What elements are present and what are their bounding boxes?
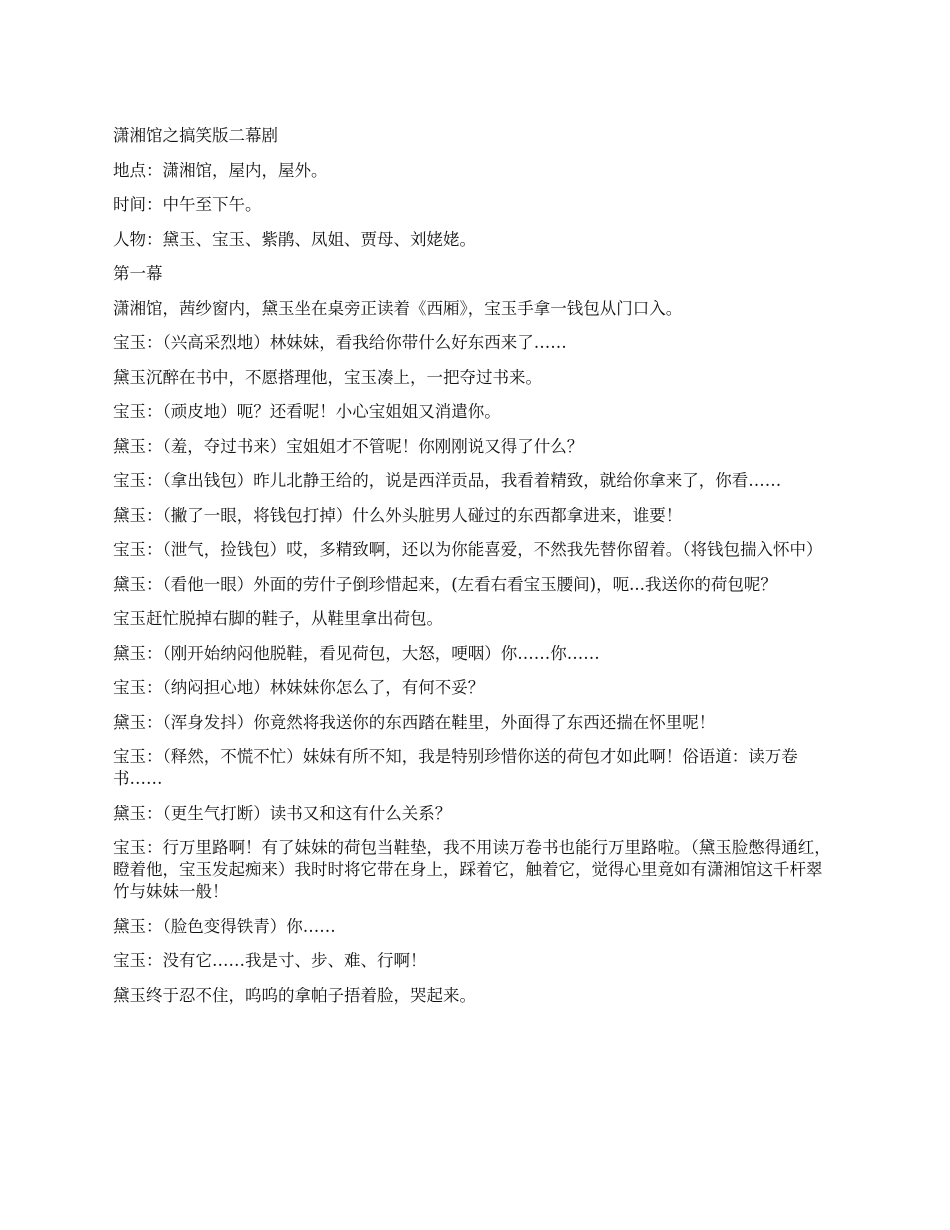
paragraph: 黛玉沉醉在书中，不愿搭理他，宝玉凑上，一把夺过书来。: [113, 367, 542, 387]
paragraph-characters: 人物：黛玉、宝玉、紫鹃、凤姐、贾母、刘姥姥。: [113, 229, 476, 249]
document-body: [113, 125, 838, 1019]
paragraph: 黛玉：（脸色变得铁青）你……: [113, 916, 336, 936]
paragraph: 宝玉：（泄气，捡钱包）哎，多精致啊，还以为你能喜爱，不然我先替你留着。（将钱包揣入怀中）: [113, 540, 823, 559]
paragraph: 宝玉：（纳闷担心地）林妹妹你怎么了，有何不妥？: [113, 678, 485, 697]
paragraph: 宝玉：（顽皮地）呃？还看呢！小心宝姐姐又消遣你。: [113, 402, 501, 421]
paragraph: 黛玉：（浑身发抖）你竟然将我送你的东西踏在鞋里，外面得了东西还揣在怀里呢！: [113, 712, 716, 732]
paragraph: 宝玉：（释然，不慌不忙）妹妹有所不知，我是特别珍惜你送的荷包才如此啊！俗语道：读万卷书……: [113, 747, 798, 788]
paragraph-location: 地点：潇湘馆，屋内，屋外。: [113, 160, 328, 180]
paragraph: 黛玉：（撇了一眼，将钱包打掉）什么外头脏男人碰过的东西都拿进来，谁要！: [113, 505, 683, 525]
paragraph: 黛玉：（刚开始纳闷他脱鞋，看见荷包，大怒，哽咽）你……你……: [113, 643, 600, 663]
act-heading: 第一幕: [113, 264, 163, 283]
paragraph: 宝玉：没有它……我是寸、步、难、行啊！: [113, 951, 427, 970]
document-title: 潇湘馆之搞笑版二幕剧: [113, 126, 278, 145]
paragraph: 宝玉：（兴高采烈地）林妹妹，看我给你带什么好东西来了……: [113, 333, 567, 352]
paragraph: 宝玉：（拿出钱包）昨儿北静王给的，说是西洋贡品，我看着精致，就给你拿来了，你看……: [113, 471, 782, 490]
paragraph: 黛玉终于忍不住，呜呜的拿帕子捂着脸，哭起来。: [113, 985, 476, 1005]
paragraph: 潇湘馆，茜纱窗内，黛玉坐在桌旁正读着《西厢》，宝玉手拿一钱包从门口入。: [113, 298, 683, 318]
paragraph: 黛玉：（羞，夺过书来）宝姐姐才不管呢！你刚刚说又得了什么？: [113, 436, 584, 456]
paragraph: 宝玉：行万里路啊！有了妹妹的荷包当鞋垫，我不用读万卷书也能行万里路啦。（黛玉脸憋得通红，瞪着他，宝玉发起痴来）我时时将它带在身上，踩着它，触着它，觉得心里竟如有潇湘馆这千杆翠竹与妹妹一般！: [113, 838, 831, 901]
paragraph: 黛玉：（看他一眼）外面的劳什子倒珍惜起来，(左看右看宝玉腰间)，呃...我送你的荷包呢？: [113, 574, 777, 594]
paragraph: 黛玉：（更生气打断）读书又和这有什么关系？: [113, 803, 452, 823]
paragraph-time: 时间：中午至下午。: [113, 195, 262, 214]
paragraph: 宝玉赶忙脱掉右脚的鞋子，从鞋里拿出荷包。: [113, 609, 443, 628]
